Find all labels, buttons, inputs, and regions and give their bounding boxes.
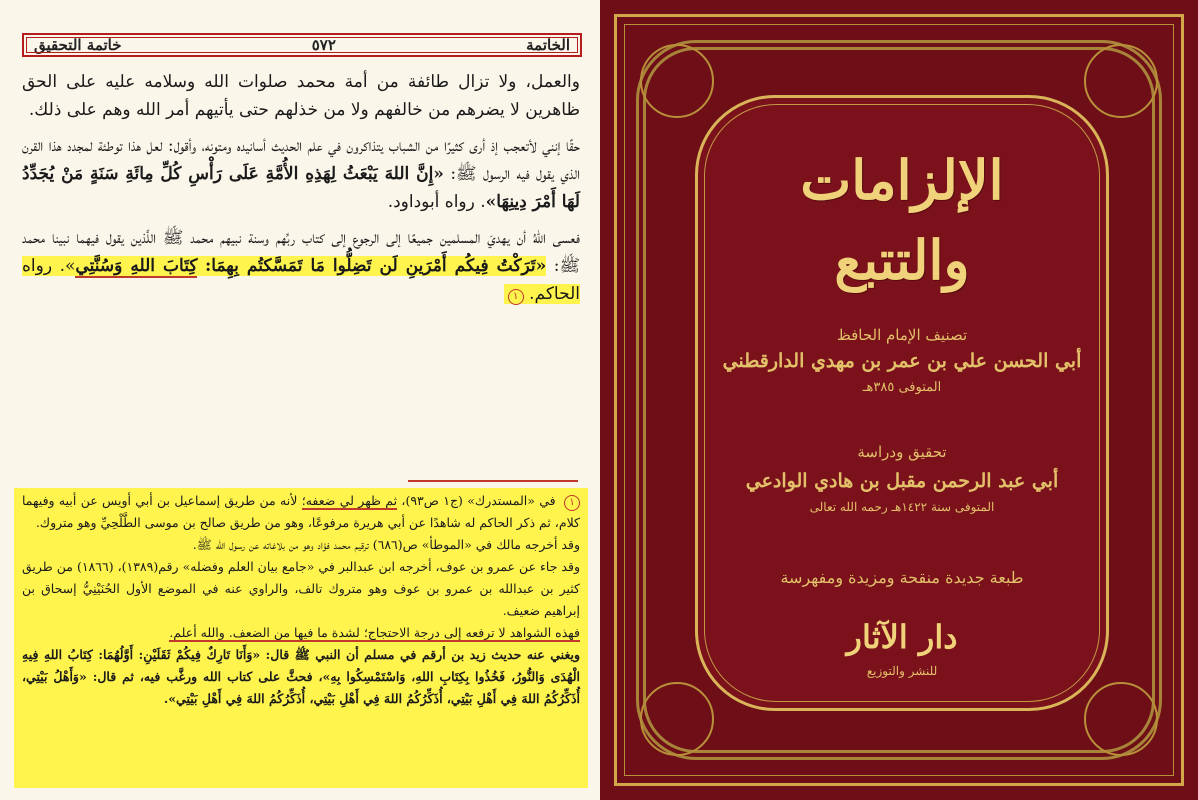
corner-ornament-top-left bbox=[640, 44, 714, 118]
hadith-quote-two-things: «تَرَكْتُ فِيكُم أَمْرَينِ لَن تَضِلُّوا مَا تَمَسَّكتُم بِهِمَا: bbox=[205, 256, 547, 276]
footnote-separator bbox=[408, 480, 578, 482]
cover-title-line-1: الإلزامات bbox=[800, 148, 1004, 212]
footnote-1-rest: لأنه من طريق إسماعيل بن أبي أويس عن أبيه وفيهما كلام، ثم ذكر الحاكم له شاهدًا عن أبي هريرة مرفوعًا، وهو من طريق صالح بن موسى الطَّلْحِيِّ وهو متروك. bbox=[22, 493, 580, 530]
cover-title-panel bbox=[695, 95, 1109, 711]
cover-subtitle: تصنيف الإمام الحافظ bbox=[836, 326, 968, 344]
hadith-book-and-sunnah: كِتَابَ اللهِ وَسُنَّتِي bbox=[75, 256, 198, 276]
cover-publisher-sub: للنشر والتوزيع bbox=[866, 664, 938, 678]
footnote-1 bbox=[22, 490, 580, 534]
footnote-3: وقد جاء عن عمرو بن عوف، أخرجه ابن عبدالبر في «جامع بيان العلم وفضله» رقم(١٣٨٩)، (١٨٦٦) من طريق كثير بن عبدالله بن عمرو بن عوف وهو متروك تالف، والراوي عنه في الموضع الأول الحُنَيْنِيُّ إسحاق بن إبراهيم ضعيف. bbox=[22, 559, 581, 618]
main-text bbox=[22, 68, 580, 316]
footnotes-block bbox=[14, 488, 588, 788]
cover-edition: طبعة جديدة منقحة ومزيدة ومفهرسة bbox=[780, 568, 1024, 587]
hadith-quote-mujaddid: «إِنَّ اللهَ يَبْعَثُ لِهَذِهِ الأُمَّةِ عَلَى رَأْسِ كُلِّ مِائَةِ سَنَةٍ مَنْ يُجَدِّدُ لَهَا أَمْرَ دِينِهَا» bbox=[22, 164, 580, 212]
paragraph-2-source: . رواه أبوداود. bbox=[387, 192, 486, 212]
footnote-4 bbox=[22, 622, 580, 644]
footnote-1-weakness: ثم ظهر لي ضعفه؛ bbox=[301, 493, 398, 508]
paragraph-3-source: ». رواه الحاكم. bbox=[22, 256, 580, 304]
page-header bbox=[22, 33, 582, 57]
cover-publisher: دار الآثار bbox=[846, 618, 958, 656]
paragraph-1: والعمل، ولا تزال طائفة من أمة محمد صلوات الله وسلامه عليه على الحق ظاهرين لا يضرهم من خالفهم ولا من خذلهم حتى يأتيهم أمر الله وهم على ذلك. bbox=[22, 72, 580, 120]
cover-author-death: المتوفى ٣٨٥هـ bbox=[862, 380, 942, 395]
book-cover bbox=[600, 0, 1198, 800]
corner-ornament-top-right bbox=[1084, 44, 1158, 118]
paragraph-2-intro: حقًا إنني لأتعجب إذ أرى كثيرًا من الشباب يتذاكرون في علم الحديث أسانيده ومتونه، وأقول: لعل هذا توطئة لمجدد هذا القرن الذي يقول فيه الرسول ﷺ: bbox=[22, 136, 580, 184]
page-number: ٥٧٢ bbox=[311, 36, 336, 54]
footnote-4-conclusion: فهذه الشواهد لا ترفعه إلى درجة الاحتجاج؛ لشدة ما فيها من الضعف. والله أعلم. bbox=[169, 625, 580, 640]
paragraph-3 bbox=[22, 224, 580, 308]
corner-ornament-bottom-left bbox=[640, 682, 714, 756]
paragraph-3-intro: فعسى اللهُ أن يهديَ المسلمين جميعًا إلى الرجوع إلى كتاب ربِّهم وسنة نبيهم محمد ﷺ اللَّذين يقول فيهما نبينا محمد ﷺ: bbox=[22, 228, 581, 276]
footnote-1-intro: في «المستدرك» (ج١ ص٩٣)، bbox=[401, 493, 556, 508]
cover-author: أبي الحسن علي بن عمر بن مهدي الدارقطني bbox=[722, 350, 1082, 372]
hadith-quote-highlight bbox=[22, 256, 580, 304]
footnote-5: ويغني عنه حديث زيد بن أرقم في مسلم أن النبي ﷺ قال: «وَأَنَا تَارِكٌ فِيكُمْ ثَقَلَيْنِ: أَوَّلُهُمَا: كِتَابُ اللهِ فِيهِ الْهُدَى وَالنُّورُ، فَخُذُوا بِكِتَابِ اللهِ، وَاسْتَمْسِكُوا بِهِ»، فحثَّ على كتاب الله ورغَّب فيه، ثم قال: «وَأَهْلُ بَيْتِي، أُذَكِّرُكُمُ اللهَ فِي أَهْلِ بَيْتِي، أُذَكِّرُكُمُ اللهَ فِي أَهْلِ بَيْتِي، أُذَكِّرُكُمُ اللهَ فِي أَهْلِ بَيْتِي». bbox=[22, 647, 580, 706]
paragraph-2 bbox=[22, 132, 580, 216]
footnote-number: ١ bbox=[564, 495, 580, 511]
footnote-2: وقد أخرجه مالك في «الموطأ» ص(٦٨٦) ترقيم محمد فؤاد وهو من بلاغاته عن رسول الله ﷺ. bbox=[192, 537, 580, 552]
header-chapter: الخاتمة bbox=[526, 36, 570, 54]
cover-editor: أبي عبد الرحمن مقبل بن هادي الوادعي bbox=[745, 470, 1059, 492]
header-section: خاتمة التحقيق bbox=[34, 36, 122, 54]
cover-editor-label: تحقيق ودراسة bbox=[857, 443, 947, 461]
cover-editor-death: المتوفى سنة ١٤٢٢هـ رحمه الله تعالى bbox=[809, 500, 995, 514]
corner-ornament-bottom-right bbox=[1084, 682, 1158, 756]
footnote-marker: ١ bbox=[508, 289, 524, 305]
cover-title-line-2: والتتبع bbox=[834, 228, 970, 292]
